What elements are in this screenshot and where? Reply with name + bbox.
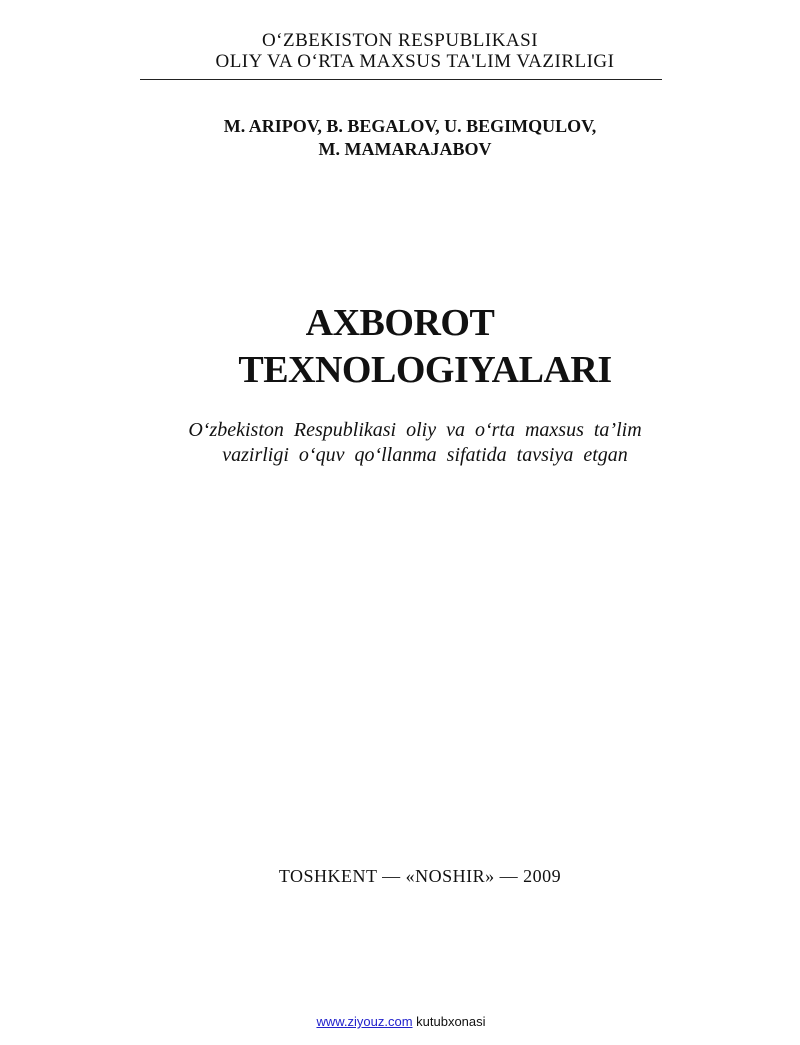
- title-line-2: TEXNOLOGIYALARI: [238, 349, 612, 391]
- footer-suffix: kutubxonasi: [412, 1014, 486, 1029]
- authors-line-1: M. ARIPOV, B. BEGALOV, U. BEGIMQULOV,: [223, 116, 597, 136]
- footer-wrap: [314, 1014, 485, 1029]
- website-link[interactable]: www.ziyouz.com: [316, 1014, 413, 1029]
- title-line-1: AXBOROT: [305, 302, 495, 344]
- imprint-text: TOSHKENT — «NOSHIR» — 2009: [278, 866, 562, 886]
- header-divider: [140, 79, 662, 80]
- book-title: [0, 300, 800, 394]
- subtitle-line-2: vazirligi o‘quv qo‘llanma sifatida tavsiya etgan: [222, 444, 628, 466]
- authors-block: [0, 115, 800, 161]
- publisher-imprint: [0, 866, 800, 887]
- footer: [0, 1014, 800, 1029]
- ministry-header: [0, 30, 800, 72]
- book-subtitle: [0, 418, 800, 468]
- authors-line-2: M. MAMARAJABOV: [318, 139, 492, 159]
- header-line-1: O‘ZBEKISTON RESPUBLIKASI: [261, 30, 539, 51]
- header-line-2: OLIY VA O‘RTA MAXSUS TA'LIM VAZIRLIGI: [215, 51, 615, 72]
- subtitle-line-1: O‘zbekiston Respublikasi oliy va o‘rta maxsus ta’lim: [188, 419, 642, 441]
